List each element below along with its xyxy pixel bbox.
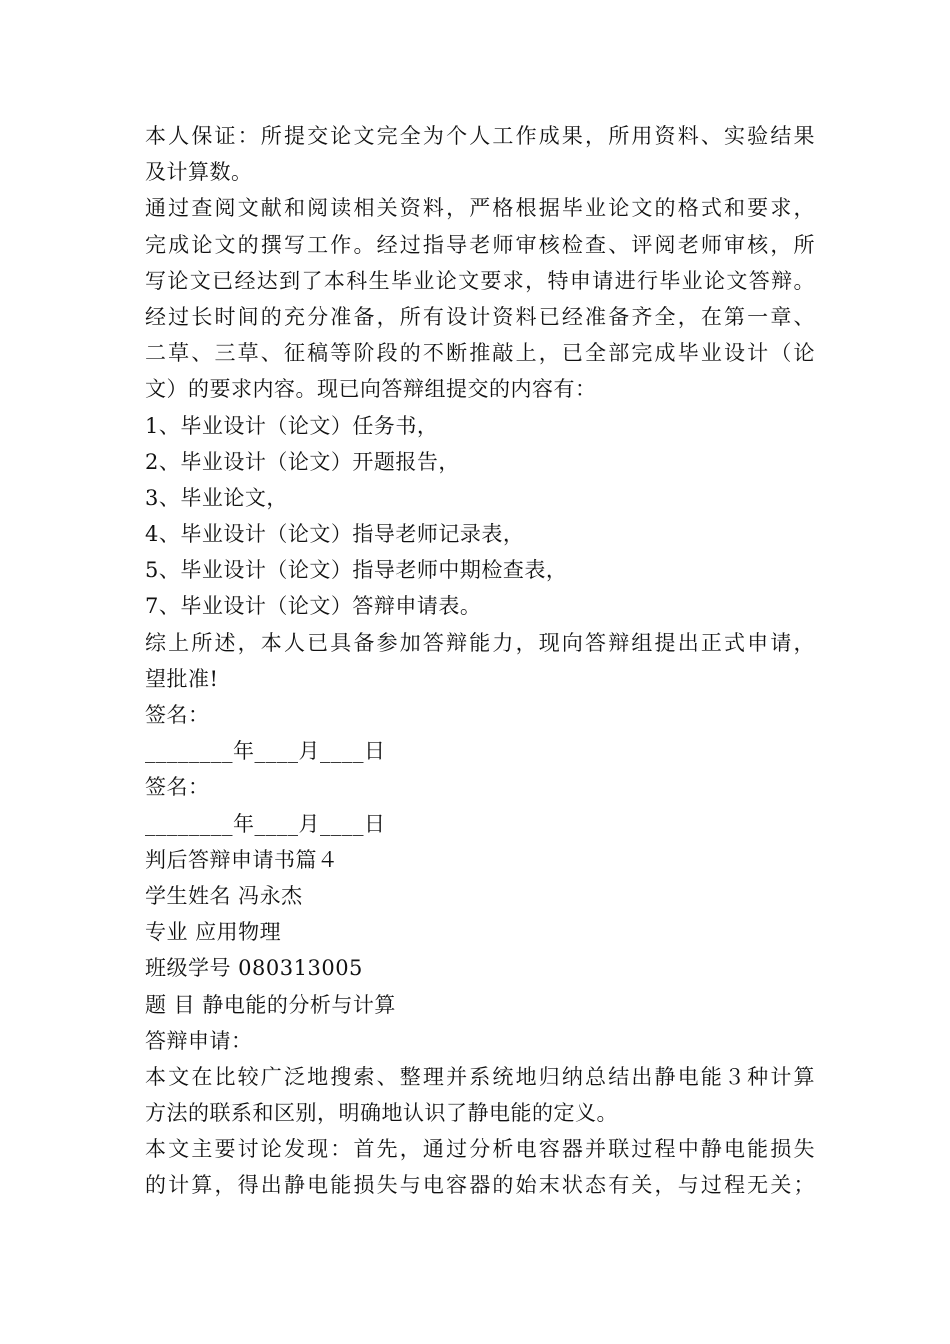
defense-application-label: 答辩申请： (145, 1028, 253, 1053)
list-item: 1、毕业设计（论文）任务书， (145, 413, 439, 438)
class-student-id: 班级学号 080313005 (145, 956, 363, 981)
paragraph-line: 文）的要求内容。现已向答辩组提交的内容有： (145, 377, 597, 402)
signature-label: 签名： (145, 703, 210, 727)
paragraph-line: 完成论文的撰写工作。经过指导老师审核检查、评阅老师审核，所 (145, 232, 815, 257)
paragraph-line: 本文在比较广泛地搜索、整理并系统地归纳总结出静电能３种计算 (145, 1064, 815, 1089)
paragraph-line: 本文主要讨论发现：首先，通过分析电容器并联过程中静电能损失 (145, 1137, 815, 1162)
paragraph-line: 本人保证：所提交论文完全为个人工作成果，所用资料、实验结果 (145, 124, 815, 148)
date-field: ________年____月____日 (145, 739, 386, 764)
document-body (145, 118, 815, 1204)
paragraph-line: 写论文已经达到了本科生毕业论文要求，特申请进行毕业论文答辩。 (145, 268, 815, 293)
paragraph-line: 及计算数。 (145, 160, 253, 185)
list-item: 5、毕业设计（论文）指导老师中期检查表， (145, 558, 568, 583)
student-name: 学生姓名 冯永杰 (145, 883, 303, 908)
paragraph-line: 综上所述，本人已具备参加答辩能力，现向答辩组提出正式申请， (145, 630, 815, 655)
paragraph-line: 方法的联系和区别，明确地认识了静电能的定义。 (145, 1101, 618, 1126)
date-field: ________年____月____日 (145, 811, 386, 836)
signature-label: 签名： (145, 775, 210, 800)
list-item: 3、毕业论文， (145, 485, 288, 510)
thesis-topic: 题 目 静电能的分析与计算 (145, 992, 396, 1017)
major: 专业 应用物理 (145, 920, 282, 945)
list-item: 2、毕业设计（论文）开题报告， (145, 449, 460, 474)
list-item: 4、毕业设计（论文）指导老师记录表， (145, 522, 525, 547)
section-heading: 判后答辩申请书篇４ (145, 847, 339, 872)
paragraph-line: 望批准! (145, 666, 219, 691)
paragraph-line: 经过长时间的充分准备，所有设计资料已经准备齐全，在第一章、 (145, 304, 815, 329)
paragraph-line: 二草、三草、征稿等阶段的不断推敲上，已全部完成毕业设计（论 (145, 341, 815, 366)
paragraph-line: 通过查阅文献和阅读相关资料，严格根据毕业论文的格式和要求， (145, 196, 815, 221)
paragraph-line: 的计算，得出静电能损失与电容器的始末状态有关，与过程无关； (145, 1173, 815, 1198)
list-item: 7、毕业设计（论文）答辩申请表。 (145, 594, 482, 619)
